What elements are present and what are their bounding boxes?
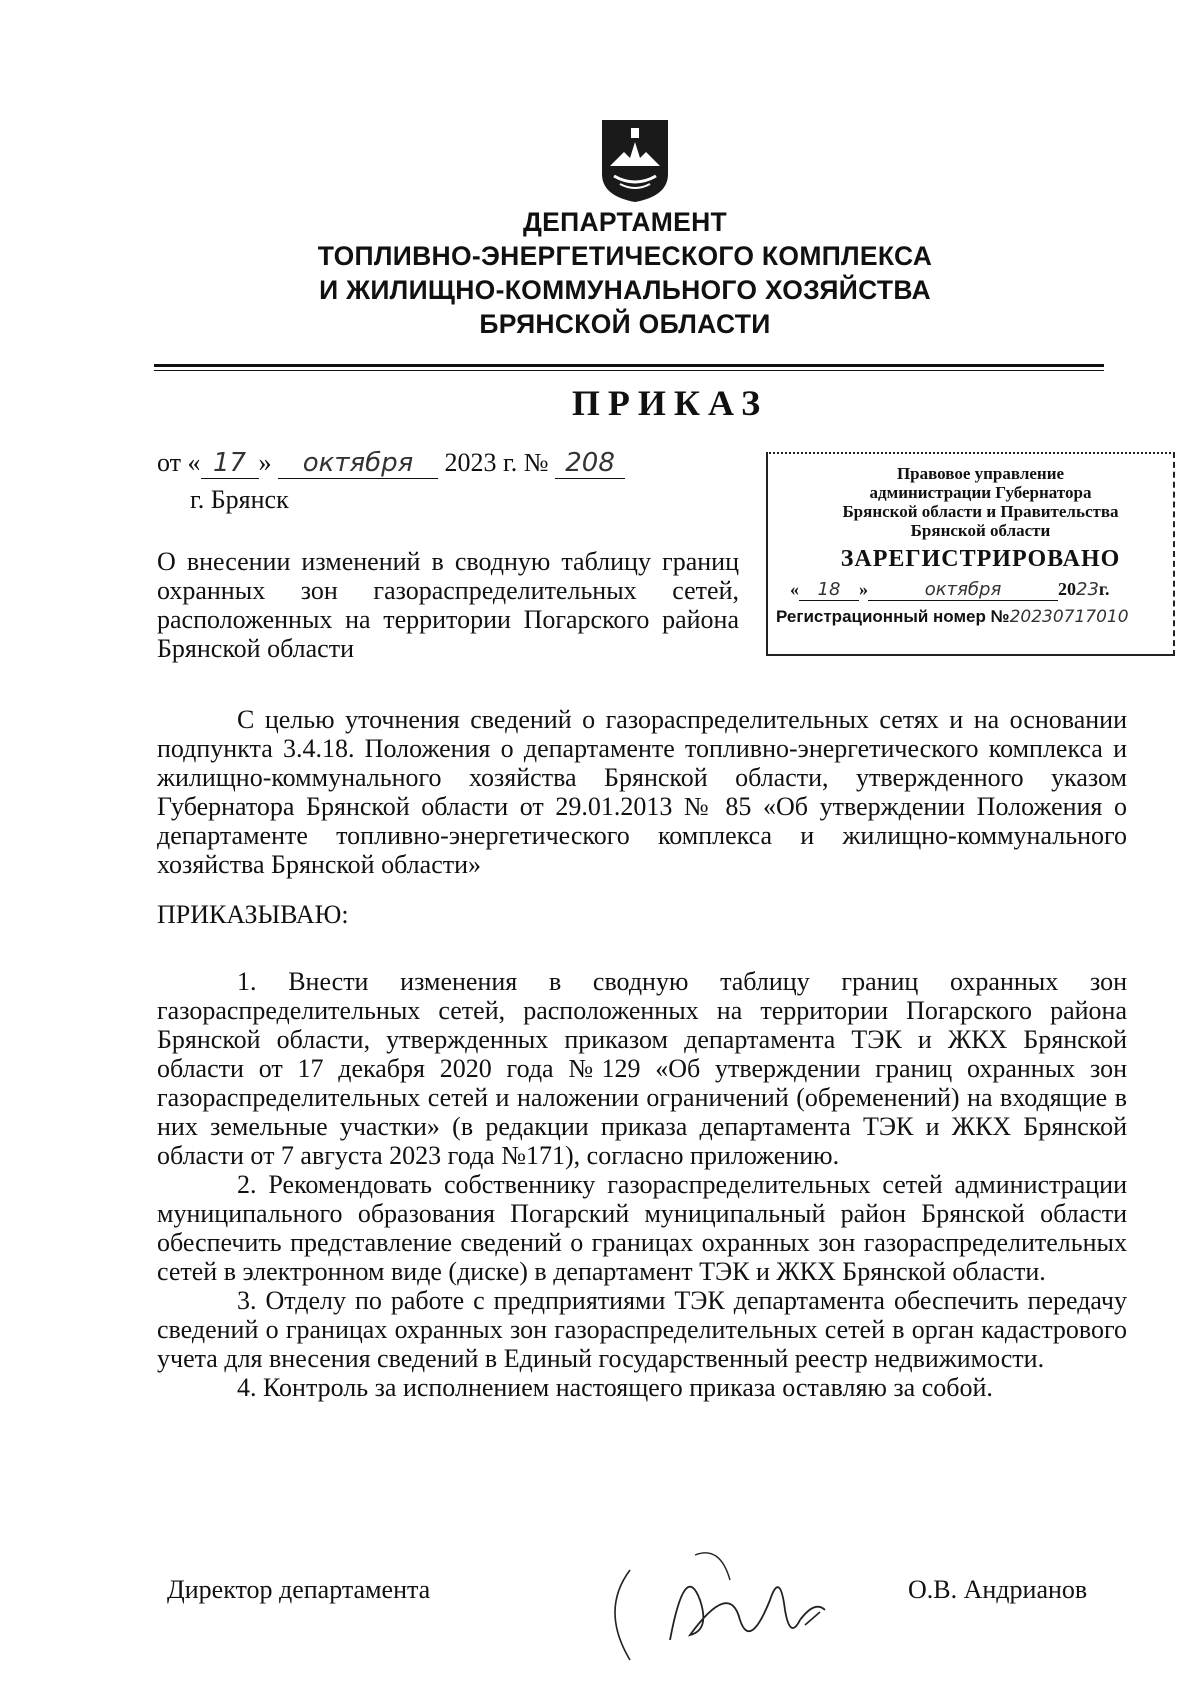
order-item: 4. Контроль за исполнением настоящего приказа оставляю за собой. xyxy=(237,1373,993,1402)
document-title-text: ПРИКАЗ xyxy=(571,383,769,423)
order-item: 3. Отделу по работе с предприятиями ТЭК департамента обеспечить передачу сведений о границах охранных зон газораспределительных сетей в орган кадастрового учета для внесения сведений в Единый государственный реестр недвижимости. xyxy=(157,1286,1127,1373)
coat-of-arms-emblem xyxy=(600,118,670,204)
stamp-day: 18 xyxy=(799,579,859,601)
stamp-reg-label: Регистрационный номер № xyxy=(776,607,1010,626)
order-item: 2. Рекомендовать собственнику газораспределительных сетей администрации муниципального образования Погарский муниципальный район Брянской области обеспечить представление сведений о границах охранных зон газораспределительных сетей в электронном виде (диске) в департамент ТЭК и ЖКХ Брянской области. xyxy=(157,1170,1127,1286)
date-prefix: от « xyxy=(157,448,201,477)
order-month: октября xyxy=(278,448,438,479)
department-header xyxy=(0,205,1200,341)
signer-position: Директор департамента xyxy=(167,1575,431,1604)
stamp-date xyxy=(790,579,1173,601)
stamp-registered-label: ЗАРЕГИСТРИРОВАНО xyxy=(840,546,1121,572)
stamp-date-mid: » xyxy=(859,579,868,599)
department-header-line: ТОПЛИВНО-ЭНЕРГЕТИЧЕСКОГО КОМПЛЕКСА xyxy=(317,241,933,271)
department-header-line: ДЕПАРТАМЕНТ xyxy=(522,207,728,237)
stamp-header-line: Брянской области xyxy=(910,521,1051,540)
stamp-registration-number xyxy=(776,607,1173,627)
stamp-header-line: администрации Губернатора xyxy=(869,483,1092,502)
order-item: 1. Внести изменения в сводную таблицу границ охранных зон газораспределительных сетей, расположенных на территории Погарского района Брянской области, утвержденных приказом департамента ТЭК и ЖКХ Брянской области от 17 декабря 2020 года №129 «Об утверждении границ охранных зон газораспределительных сетей и наложении ограничений (обременений) на входящие в них земельные участки» (в редакции приказа департамента ТЭК и ЖКХ Брянской области от 7 августа 2023 года №171), согласно приложению. xyxy=(157,967,1127,1170)
stamp-header-line: Брянской области и Правительства xyxy=(842,502,1119,521)
handwritten-signature xyxy=(600,1540,860,1675)
header-divider-thin xyxy=(154,370,1104,371)
order-city: г. Брянск xyxy=(190,485,289,514)
header-divider-thick xyxy=(154,364,1104,367)
order-subject: О внесении изменений в сводную таблицу границ охранных зон газораспределительных сетей, расположенных на территории Погарского района Брянской области xyxy=(157,547,739,663)
stamp-year-hand: 23 xyxy=(1076,579,1099,600)
order-number: 208 xyxy=(555,448,625,479)
order-word: ПРИКАЗЫВАЮ: xyxy=(157,900,349,929)
order-year: 2023 г. № xyxy=(438,448,556,477)
document-title xyxy=(0,382,1200,424)
stamp-year-prefix: 20 xyxy=(1058,579,1076,599)
stamp-date-open: « xyxy=(790,579,799,599)
stamp-month: октября xyxy=(868,579,1058,601)
stamp-reg-number: 20230717010 xyxy=(1009,607,1129,627)
order-day: 17 xyxy=(201,448,259,479)
preamble-text: С целью уточнения сведений о газораспределительных сетях и на основании подпункта 3.4.18. Положения о департаменте топливно-энергетического комплекса и жилищно-коммунального хозяйства Брянской области, утвержденного указом Губернатора Брянской области от 29.01.2013 № 85 «Об утверждении Положения о департаменте топливно-энергетического комплекса и жилищно-коммунального хозяйства Брянской области» xyxy=(157,705,1127,879)
preamble-paragraph xyxy=(157,705,1127,879)
stamp-header-line: Правовое управление xyxy=(896,464,1065,483)
order-date-line xyxy=(157,448,625,479)
department-header-line: БРЯНСКОЙ ОБЛАСТИ xyxy=(479,309,771,339)
stamp-year-suffix: г. xyxy=(1098,579,1110,599)
registration-stamp xyxy=(766,452,1175,656)
stamp-header xyxy=(788,464,1173,540)
signer-name: О.В. Андрианов xyxy=(908,1575,1088,1604)
order-items xyxy=(157,945,1127,1402)
department-header-line: И ЖИЛИЩНО-КОММУНАЛЬНОГО ХОЗЯЙСТВА xyxy=(319,275,931,305)
date-mid: » xyxy=(258,448,279,477)
